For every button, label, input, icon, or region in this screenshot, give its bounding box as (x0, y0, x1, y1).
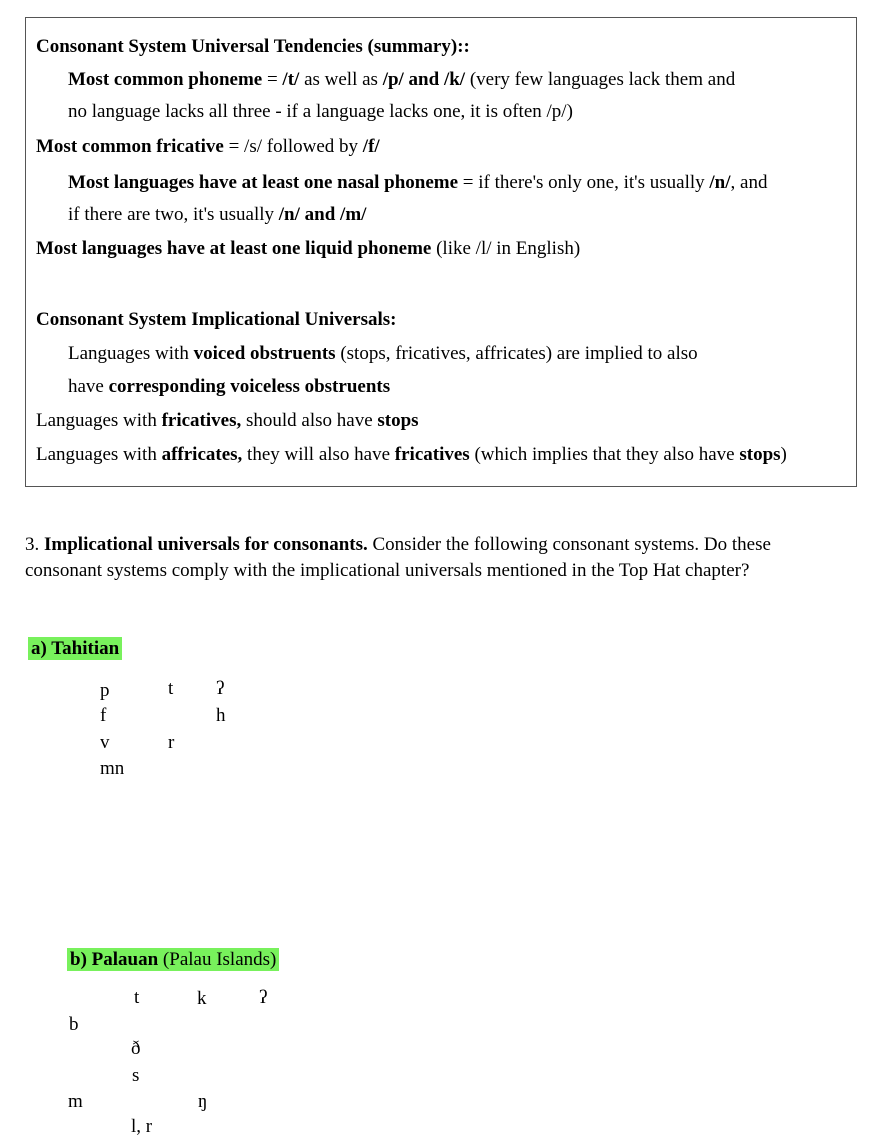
phoneme: ʔ (259, 987, 268, 1008)
phoneme: s (132, 1065, 140, 1086)
implicational-heading: Consonant System Implicational Universals: (36, 309, 397, 330)
phoneme: k (197, 988, 207, 1009)
implicational-line-3: Languages with fricatives, should also have stops (36, 410, 419, 431)
question-line-1: 3. Implicational universals for consonants. Consider the following consonant systems. Do these (25, 534, 771, 555)
phoneme: b (69, 1014, 79, 1035)
phoneme: m (68, 1091, 83, 1112)
implicational-line-2: have corresponding voiceless obstruents (68, 376, 391, 397)
tendency-line-3: Most common fricative = /s/ followed by /f/ (36, 136, 380, 157)
implicational-line-1: Languages with voiced obstruents (stops, fricatives, affricates) are implied to also (68, 343, 698, 364)
tendencies-heading: Consonant System Universal Tendencies (summary):: (36, 36, 470, 57)
phoneme: mn (100, 758, 125, 779)
phoneme: h (216, 705, 226, 726)
tendency-line-6: Most languages have at least one liquid phoneme (like /l/ in English) (36, 238, 581, 259)
phoneme: v (100, 732, 110, 753)
tendency-line-5: if there are two, it's usually /n/ and /m/ (68, 204, 367, 225)
tendency-line-4: Most languages have at least one nasal phoneme = if there's only one, it's usually /n/, and (68, 172, 768, 193)
tendency-line-1: Most common phoneme = /t/ as well as /p/ and /k/ (very few languages lack them and (68, 69, 736, 90)
implicational-line-4: Languages with affricates, they will also have fricatives (which implies that they also have stops) (36, 444, 787, 465)
phoneme: ʔ (216, 678, 225, 699)
question-line-2: consonant systems comply with the implicational universals mentioned in the Top Hat chapter? (25, 560, 750, 581)
phoneme: r (168, 732, 175, 753)
phoneme: ð (131, 1038, 141, 1059)
tendency-line-2: no language lacks all three - if a language lacks one, it is often /p/) (68, 101, 573, 122)
phoneme: f (100, 705, 107, 726)
phoneme: p (100, 680, 110, 701)
palauan-label: b) Palauan (Palau Islands) (67, 950, 279, 969)
phoneme: t (134, 987, 140, 1008)
phoneme: t (168, 678, 174, 699)
phoneme: l, r (131, 1116, 153, 1137)
phoneme: ŋ (198, 1091, 208, 1112)
tahitian-label: a) Tahitian (28, 639, 122, 658)
